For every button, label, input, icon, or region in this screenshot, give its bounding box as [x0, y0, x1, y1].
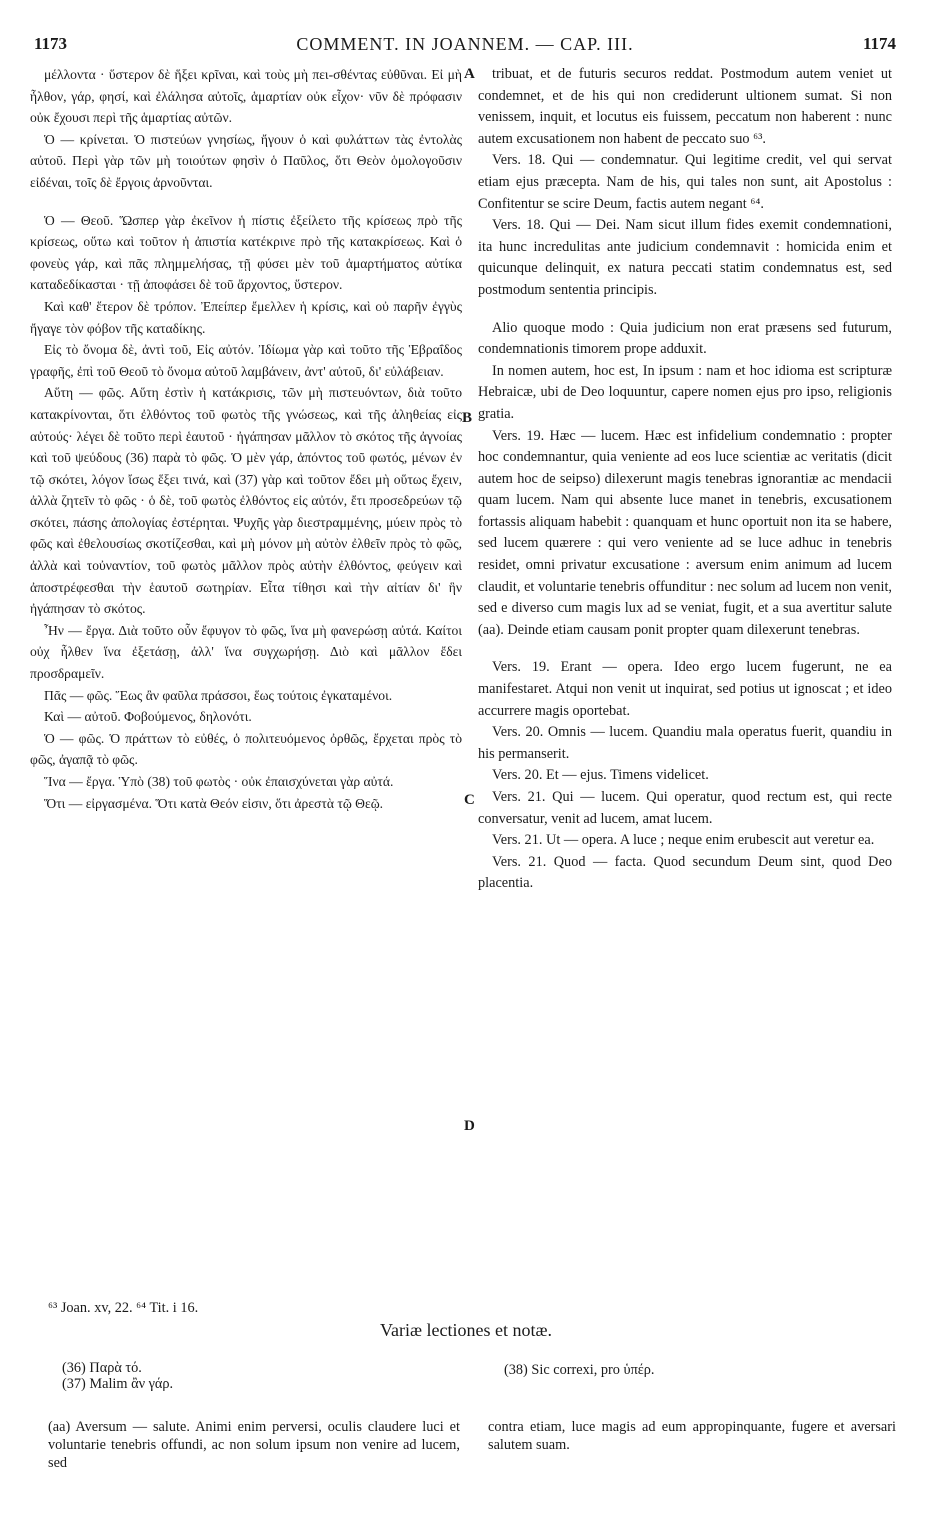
- greek-paragraph: Καὶ καθ' ἕτερον δὲ τρόπον. Ἐπείπερ ἔμελλεν ἡ κρίσις, καὶ οὐ παρῆν ἐγγὺς ἤγαγε τὸν φόβον τῆς καταδίκης.: [30, 298, 462, 336]
- latin-paragraph: Vers. 20. Omnis — lucem. Quandiu mala operatus fuerit, quandiu in his permanserit.: [478, 724, 892, 762]
- greek-column: [30, 64, 462, 814]
- footnote-references: ⁶³ Joan. xv, 22. ⁶⁴ Tit. i 16.: [48, 1300, 199, 1316]
- commentary-note-left: [48, 1418, 460, 1472]
- notes-heading: Variæ lectiones et notæ.: [380, 1320, 552, 1340]
- greek-paragraph: μέλλοντα · ὕστερον δὲ ἥξει κρῖναι, καὶ τοὺς μὴ πει-σθέντας εὐθῦναι. Εἰ μὴ ἦλθον, γάρ, φησί, καὶ ἐλάλησα αὐτοῖς, ἁμαρτίαν οὐκ εἶχον· νῦν δὲ πρόφασιν οὐκ ἔχουσι περὶ τῆς ἁμαρτίας αὐτῶν.: [30, 67, 462, 126]
- margin-marker-c: C: [464, 792, 475, 808]
- latin-paragraph: Vers. 19. Erant — opera. Ideo ergo lucem fugerunt, ne ea manifestaret. Atqui non venit ut inquirat, sed potius ut ignoscat ; et ideo accurrere magis oportebat.: [478, 659, 892, 719]
- greek-paragraph: Αὕτη — φῶς. Αὕτη ἐστὶν ἡ κατάκρισις, τῶν μὴ πιστευόντων, διὰ τοῦτο κατακρίνονται, ὅτι ἐλθόντος τοῦ φωτὸς τῆς γνώσεως, καὶ τῆς ἀληθείας εἰς αὐτούς· λέγει δὲ τοῦτο περὶ ἑαυτοῦ · ἠγάπησαν μᾶλλον τὸ σκότος τῆς ἀγνοίας καὶ τοῦ ψεύδους (36) παρὰ τὸ φῶς. Ὁ μὲν γάρ, ἀπόντος τοῦ φωτός, μένων ἐν τῷ σκότει, λόγον ἴσως ἕξει τινά, καὶ (37) γὰρ καὶ τοῦτον ἔδει μὴ οὕτως ἔχειν, ἀλλὰ ζητεῖν τὸ φῶς · ὁ δὲ, τοῦ φωτὸς ἐλθόντος εἰς αὐτόν, ἔτι προσεδρεύων τῷ σκότει, πάσης ἀπολογίας ἐστέρηται. Ψυχῆς γὰρ διεστραμμένης, μύειν πρὸς τὸ φῶς καὶ ἐθελουσίως σκοτίζεσθαι, καὶ μὴ μόνον μὴ αὐτὸν ἐλθεῖν πρὸς τὸ φῶς, ἀλλὰ καὶ τοὐναντίον, τοῦ φωτὸς μᾶλλον πρὸς αὐτὴν ἐλθόντος, φεύγειν καὶ ἀποστρέφεσθαι τὴν ἑαυτοῦ σωτηρίαν. Εἶτα τίθησι καὶ τὴν αἰτίαν δι' ἣν ἠγάπησαν τὸ σκότος.: [30, 385, 462, 617]
- page-number-left: 1173: [34, 34, 68, 53]
- greek-paragraph: Ὁ — κρίνεται. Ὁ πιστεύων γνησίως, ἤγουν ὁ καὶ φυλάττων τὰς ἐντολὰς αὐτοῦ. Περὶ γὰρ τῶν μὴ τοιούτων φησὶν ὁ Παῦλος, ὅτι Θεὸν ὁμολογοῦσιν εἰδέναι, τοῖς δὲ ἔργοις ἀρνοῦνται.: [30, 131, 462, 190]
- latin-paragraph: Vers. 21. Ut — opera. A luce ; neque enim erubescit aut veretur ea.: [492, 832, 875, 849]
- greek-paragraph: Καὶ — αὐτοῦ. Φοβούμενος, δηλονότι.: [44, 709, 252, 725]
- latin-paragraph: Vers. 18. Qui — condemnatur. Qui legitime credit, vel qui servat etiam ejus præcepta. Nam de his, qui tales non sunt, ait Apostolus : Confitentur se scire Deum, factis autem negant ⁶⁴.: [478, 152, 892, 212]
- greek-paragraph: Πᾶς — φῶς. Ἕως ἂν φαῦλα πράσσοι, ἕως τούτοις ἐγκαταμένοι.: [44, 687, 393, 703]
- greek-paragraph: Ὁ — Θεοῦ. Ὥσπερ γὰρ ἐκεῖνον ἡ πίστις ἐξείλετο τῆς κρίσεως πρὸ τῆς κρίσεως, οὕτω καὶ τοῦτον ἡ ἀπιστία κατέκρινε πρὸ τῆς κατακρίσεως. Καὶ ὁ φονεὺς γάρ, καὶ πᾶς πλημμελήσας, τῇ φύσει μὲν τοῦ ἁμαρτήματος αὐτίκα καταδεδίκασται · τῇ ἀποφάσει δὲ τοῦ ἄρχοντος, ὕστερον.: [30, 212, 462, 293]
- latin-paragraph: Vers. 20. Et — ejus. Timens videlicet.: [492, 767, 709, 784]
- margin-marker-b: B: [462, 410, 473, 426]
- variant-note: (37) Malim ἂν γάρ.: [62, 1376, 174, 1392]
- greek-paragraph: Ἵνα — ἔργα. Ὑπὸ (38) τοῦ φωτὸς · οὐκ ἐπαισχύνεται γὰρ αὐτά.: [44, 774, 394, 789]
- commentary-note-right: [488, 1418, 896, 1454]
- variant-notes-right: [504, 1362, 904, 1378]
- greek-paragraph: Ὁ — φῶς. Ὁ πράττων τὸ εὐθές, ὁ πολιτευόμενος ὀρθῶς, ἔρχεται πρὸς τὸ φῶς, ἀγαπᾷ τὸ φῶς.: [30, 730, 462, 768]
- variant-note: (36) Παρὰ τό.: [62, 1360, 142, 1376]
- latin-paragraph: Vers. 21. Qui — lucem. Qui operatur, quod rectum est, qui recte conversatur, venit ad lucem, amat lucem.: [478, 789, 892, 827]
- greek-paragraph: Ἦν — ἔργα. Διὰ τοῦτο οὖν ἔφυγον τὸ φῶς, ἵνα μὴ φανερώσῃ αὐτά. Καίτοι οὐχ ἦλθεν ἵνα ἐξετάσῃ, ἀλλ' ἵνα συγχωρήσῃ. Διὸ καὶ μᾶλλον ἔδει προσδραμεῖν.: [30, 622, 462, 682]
- latin-paragraph: Vers. 19. Hæc — lucem. Hæc est infidelium condemnatio : propter hoc condemnantur, quia veniente ad eos luce scientiæ ac veritatis (dicit autem hoc de seipso) dilexerunt magis tenebras ignorantiæ ac mendacii quam lucem. Nam qui absente luce manet in tenebris, excusationem fortassis aliquam habebit : quanquam et hunc oportuit non ita se habere, sed lucem quærere : qui vero veniente ad se luce adhuc in tenebris residet, omni privatur excusatione : aversum enim animum ad lucem claudit, et voluntarie tenebris offunditur : nec solum ad lucem non venit, sed e diverso cum magis lux ad se veniat, fugit, et a sua avertitur salute (aa). Deinde etiam causam ponit propter quam dilexerunt tenebras.: [478, 427, 892, 638]
- running-title: COMMENT. IN JOANNEM. — CAP. III.: [296, 34, 634, 54]
- commentary-text: (aa) Aversum — salute. Animi enim perversi, oculis claudere luci et voluntarie tenebris offundi, ac non solum ipsum non venire ad lucem, sed: [48, 1419, 460, 1471]
- variant-notes-left: [62, 1360, 462, 1392]
- latin-paragraph: Vers. 21. Quod — facta. Quod secundum Deum sint, quod Deo placentia.: [478, 853, 892, 892]
- latin-paragraph: tribuat, et de futuris securos reddat. Postmodum autem veniet ut condemnet, et de his qui non crediderunt ultionem sumat. Si non venissem, inquit, et locutus eis fuissem, peccatum non haberent : nunc autem excusationem non habent de peccato suo ⁶³.: [478, 66, 892, 147]
- greek-paragraph: Εἰς τὸ ὄνομα δὲ, ἀντὶ τοῦ, Εἰς αὐτόν. Ἰδίωμα γὰρ καὶ τοῦτο τῆς Ἑβραΐδος γραφῆς, ἐπὶ τοῦ Θεοῦ τὸ ὄνομα αὐτοῦ λαμβάνειν, ἀντ' αὐτοῦ, δι' εὐλάβειαν.: [30, 342, 462, 379]
- latin-paragraph: In nomen autem, hoc est, In ipsum : nam et hoc idioma est scripturæ Hebraicæ, ubi de Deo loquuntur, capere nomen ejus pro ipso, religionis gratia.: [478, 362, 892, 422]
- greek-paragraph: Ὅτι — εἰργασμένα. Ὅτι κατὰ Θεόν εἰσιν, ὅτι ἀρεστὰ τῷ Θεῷ.: [44, 795, 384, 811]
- margin-marker-a: A: [464, 66, 475, 82]
- margin-marker-d: D: [464, 1118, 475, 1134]
- running-header: [34, 34, 896, 60]
- latin-paragraph: Vers. 18. Qui — Dei. Nam sicut illum fides exemit condemnationi, ita hunc incredulitas ante judicium condemnavit : homicida enim et quicunque delinquit, ex natura peccati statim condemnatus est, sed postmodum sententia principis.: [478, 217, 892, 298]
- page-number-right: 1174: [862, 34, 896, 53]
- latin-paragraph: Alio quoque modo : Quia judicium non erat præsens sed futurum, condemnationis timorem prope adduxit.: [478, 319, 892, 358]
- variant-note: (38) Sic correxi, pro ὑπέρ.: [504, 1362, 655, 1378]
- commentary-text: contra etiam, luce magis ad eum appropinquante, fugere et aversari salutem suam.: [488, 1419, 896, 1453]
- latin-column: [478, 64, 892, 895]
